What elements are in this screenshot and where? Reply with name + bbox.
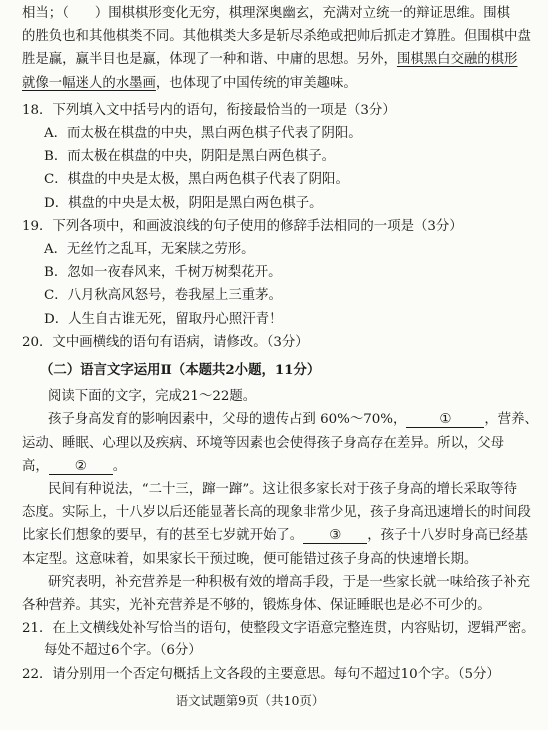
underlined-sentence-cont: 就像一幅迷人的水墨画 [22, 75, 156, 91]
q19-option-c: C．八月秋高风怒号，卷我屋上三重茅。 [44, 288, 282, 304]
underlined-sentence: 围棋黑白交融的棋形 [396, 52, 518, 68]
reading-p3-line2: 各种营养。其实，光补充营养是不够的，锻炼身体、保证睡眠也是必不可少的。 [22, 598, 491, 613]
reading-p1-line1: 孩子身高发育的影响因素中，父母的遗传占到 60%～70%， ① ，营养、 [48, 412, 538, 428]
blank-3: ③ [303, 526, 367, 544]
reading-p2-line4: 本定型。这意味着，如果家长干预过晚，便可能错过孩子身高的快速增长期。 [22, 551, 478, 567]
reading-p1-line3: 高， ② 。 [22, 458, 127, 474]
reading-p2-line1: 民间有种说法，“二十三，蹿一蹿”。这让很多家长对于孩子身高的增长采取等待 [48, 482, 517, 497]
question-21-stem: 21．在上文横线处补写恰当的语句，使整段文字语意完整连贯，内容贴切，逻辑严密。 [22, 621, 535, 637]
question-19-stem: 19．下列各项中，和画波浪线的句子使用的修辞手法相同的一项是（3分） [22, 218, 463, 234]
q19-option-b: B．忽如一夜春风来，千树万树梨花开。 [44, 265, 282, 281]
reading-p2-line2: 态度。实际上，十八岁以后还能显著长高的现象非常少见，孩子身高迅速增长的时间段 [22, 505, 531, 521]
blank-2: ② [49, 457, 113, 475]
q19-option-a: A．无丝竹之乱耳，无案牍之劳形。 [44, 242, 255, 257]
q18-option-d: D．棋盘的中央是太极，阴阳是黑白两色棋子。 [44, 195, 323, 211]
q18-option-c: C．棋盘的中央是太极，黑白两色棋子代表了阴阳。 [44, 172, 349, 188]
reading-p1-line2: 运动、睡眠、心理以及疾病、环境等因素也会使得孩子身高存在差异。所以，父母 [22, 435, 505, 451]
q18-option-a: A．而太极在棋盘的中央，黑白两色棋子代表了阴阳。 [44, 126, 362, 141]
q18-option-b: B．而太极在棋盘的中央，阴阳是黑白两色棋子。 [44, 149, 336, 165]
page-footer: 语文试题第9页（共10页） [175, 692, 325, 708]
passage-line-1: 相当；（ ）围棋棋形变化无穷，棋理深奥幽玄，充满对立统一的辩证思维。围棋 [22, 6, 510, 21]
passage-line-4: 就像一幅迷人的水墨画，也体现了中国传统的审美趣味。 [22, 75, 357, 91]
reading-intro: 阅读下面的文字，完成21～22题。 [48, 389, 257, 405]
question-18-stem: 18．下列填入文中括号内的语句，衔接最恰当的一项是（3分） [22, 102, 396, 118]
q19-option-d: D．人生自古谁无死，留取丹心照汗青！ [44, 311, 283, 327]
section-title: （二）语言文字运用Ⅱ（本题共2小题，11分） [40, 362, 321, 378]
blank-1: ① [406, 410, 484, 428]
question-22-stem: 22．请分别用一个否定句概括上文各段的主要意思。每句不超过10个字。（5分） [22, 666, 500, 682]
question-21-sub: 每处不超过6个字。（6分） [44, 643, 202, 659]
reading-p2-line3: 比家长们想象的要早，有的甚至七岁就开始了。 ③ ，孩子十八岁时身高已经基 [22, 528, 528, 544]
question-20-stem: 20．文中画横线的语句有语病，请修改。（3分） [22, 334, 309, 350]
passage-line-3: 胜是赢，赢半目也是赢，体现了一种和谐、中庸的思想。另外，围棋黑白交融的棋形 [22, 52, 518, 68]
reading-p3-line1: 研究表明，补充营养是一种积极有效的增高手段，于是一些家长就一味给孩子补充 [48, 574, 531, 590]
passage-line-2: 的胜负也和其他棋类不同。其他棋类大多是斩尽杀绝或把帅后抓走才算胜。但围棋中盘 [22, 29, 531, 45]
